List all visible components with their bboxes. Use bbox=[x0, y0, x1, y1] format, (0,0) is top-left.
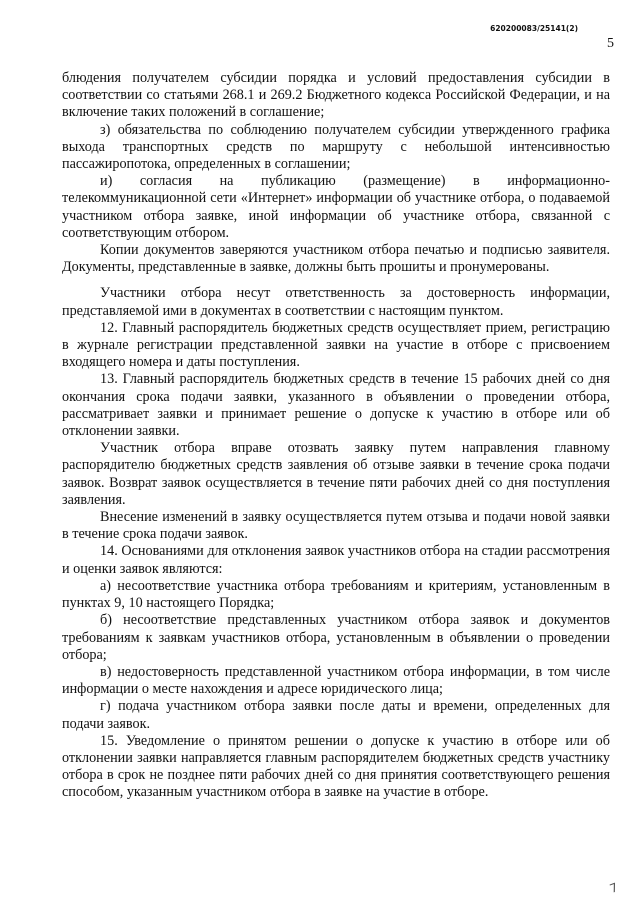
paragraph: блюдения получателем субсидии порядка и условий предоставления субсидии в соответствии со статьями 268.1 и 269.2 Бюджетного кодекса Российской Федерации, и на включение таких положений в соглашение; bbox=[62, 70, 610, 121]
paragraph: б) несоответствие представленных участником отбора заявок и документов требованиям к заявкам участников отбора, установленным в объявлении о проведении отбора; bbox=[62, 612, 610, 663]
paragraph: и) согласия на публикацию (размещение) в информационно-телекоммуникационной сети «Интернет» информации об участнике отбора, о подаваемой участником отбора заявке, иной информации об участнике отбора, связанной с соответствующим отбором. bbox=[62, 173, 610, 241]
paragraph: 14. Основаниями для отклонения заявок участников отбора на стадии рассмотрения и оценки заявок являются: bbox=[62, 543, 610, 577]
paragraph: 15. Уведомление о принятом решении о допуске к участию в отборе или об отклонении заявки направляется главным распорядителем бюджетных средств участнику отбора в срок не позднее пяти рабочих дней со дня принятия соответствующего решения способом, указанным участником отбора в заявке на участие в отборе. bbox=[62, 732, 610, 801]
corner-page-mark: 7 bbox=[608, 880, 621, 896]
paragraph: в) недостоверность представленной участником отбора информации, в том числе информации о месте нахождения и адресе юридического лица; bbox=[62, 663, 610, 698]
paragraph: а) несоответствие участника отбора требованиям и критериям, установленным в пунктах 9, 10 настоящего Порядка; bbox=[62, 577, 610, 612]
paragraph: г) подача участником отбора заявки после даты и времени, определенных для подачи заявок. bbox=[62, 698, 610, 732]
paragraph: 12. Главный распорядитель бюджетных средств осуществляет прием, регистрацию в журнале регистрации представленной заявки на участие в отборе с присвоением входящего номера и даты поступления. bbox=[62, 319, 610, 371]
page-number: 5 bbox=[607, 36, 614, 51]
paragraph: Участники отбора несут ответственность за достоверность информации, представляемой ими в документах в соответствии с настоящим пунктом. bbox=[62, 285, 610, 319]
document-body bbox=[62, 70, 610, 802]
paragraph: з) обязательства по соблюдению получателем субсидии утвержденного графика выхода транспортных средств по маршруту с небольшой интенсивностью пассажиропотока, определенных в соглашении; bbox=[62, 121, 610, 173]
paragraph: Участник отбора вправе отозвать заявку путем направления главному распорядителю бюджетных средств заявления об отзыве заявки в течение срока подачи заявок. Возврат заявок осуществляется в течение пяти рабочих дней со дня поступления заявления. bbox=[62, 440, 610, 508]
paragraph: Копии документов заверяются участником отбора печатью и подписью заявителя. Документы, представленные в заявке, должны быть прошиты и пронумерованы. bbox=[62, 242, 610, 276]
paragraph: Внесение изменений в заявку осуществляется путем отзыва и подачи новой заявки в течение срока подачи заявок. bbox=[62, 509, 610, 543]
document-id: 620200083/25141(2) bbox=[490, 24, 578, 33]
paragraph: 13. Главный распорядитель бюджетных средств в течение 15 рабочих дней со дня окончания срока подачи заявки, указанного в объявлении о проведении отбора, рассматривает заявки и принимает решение о допуске к участию в отборе или об отклонении заявки. bbox=[62, 371, 610, 440]
